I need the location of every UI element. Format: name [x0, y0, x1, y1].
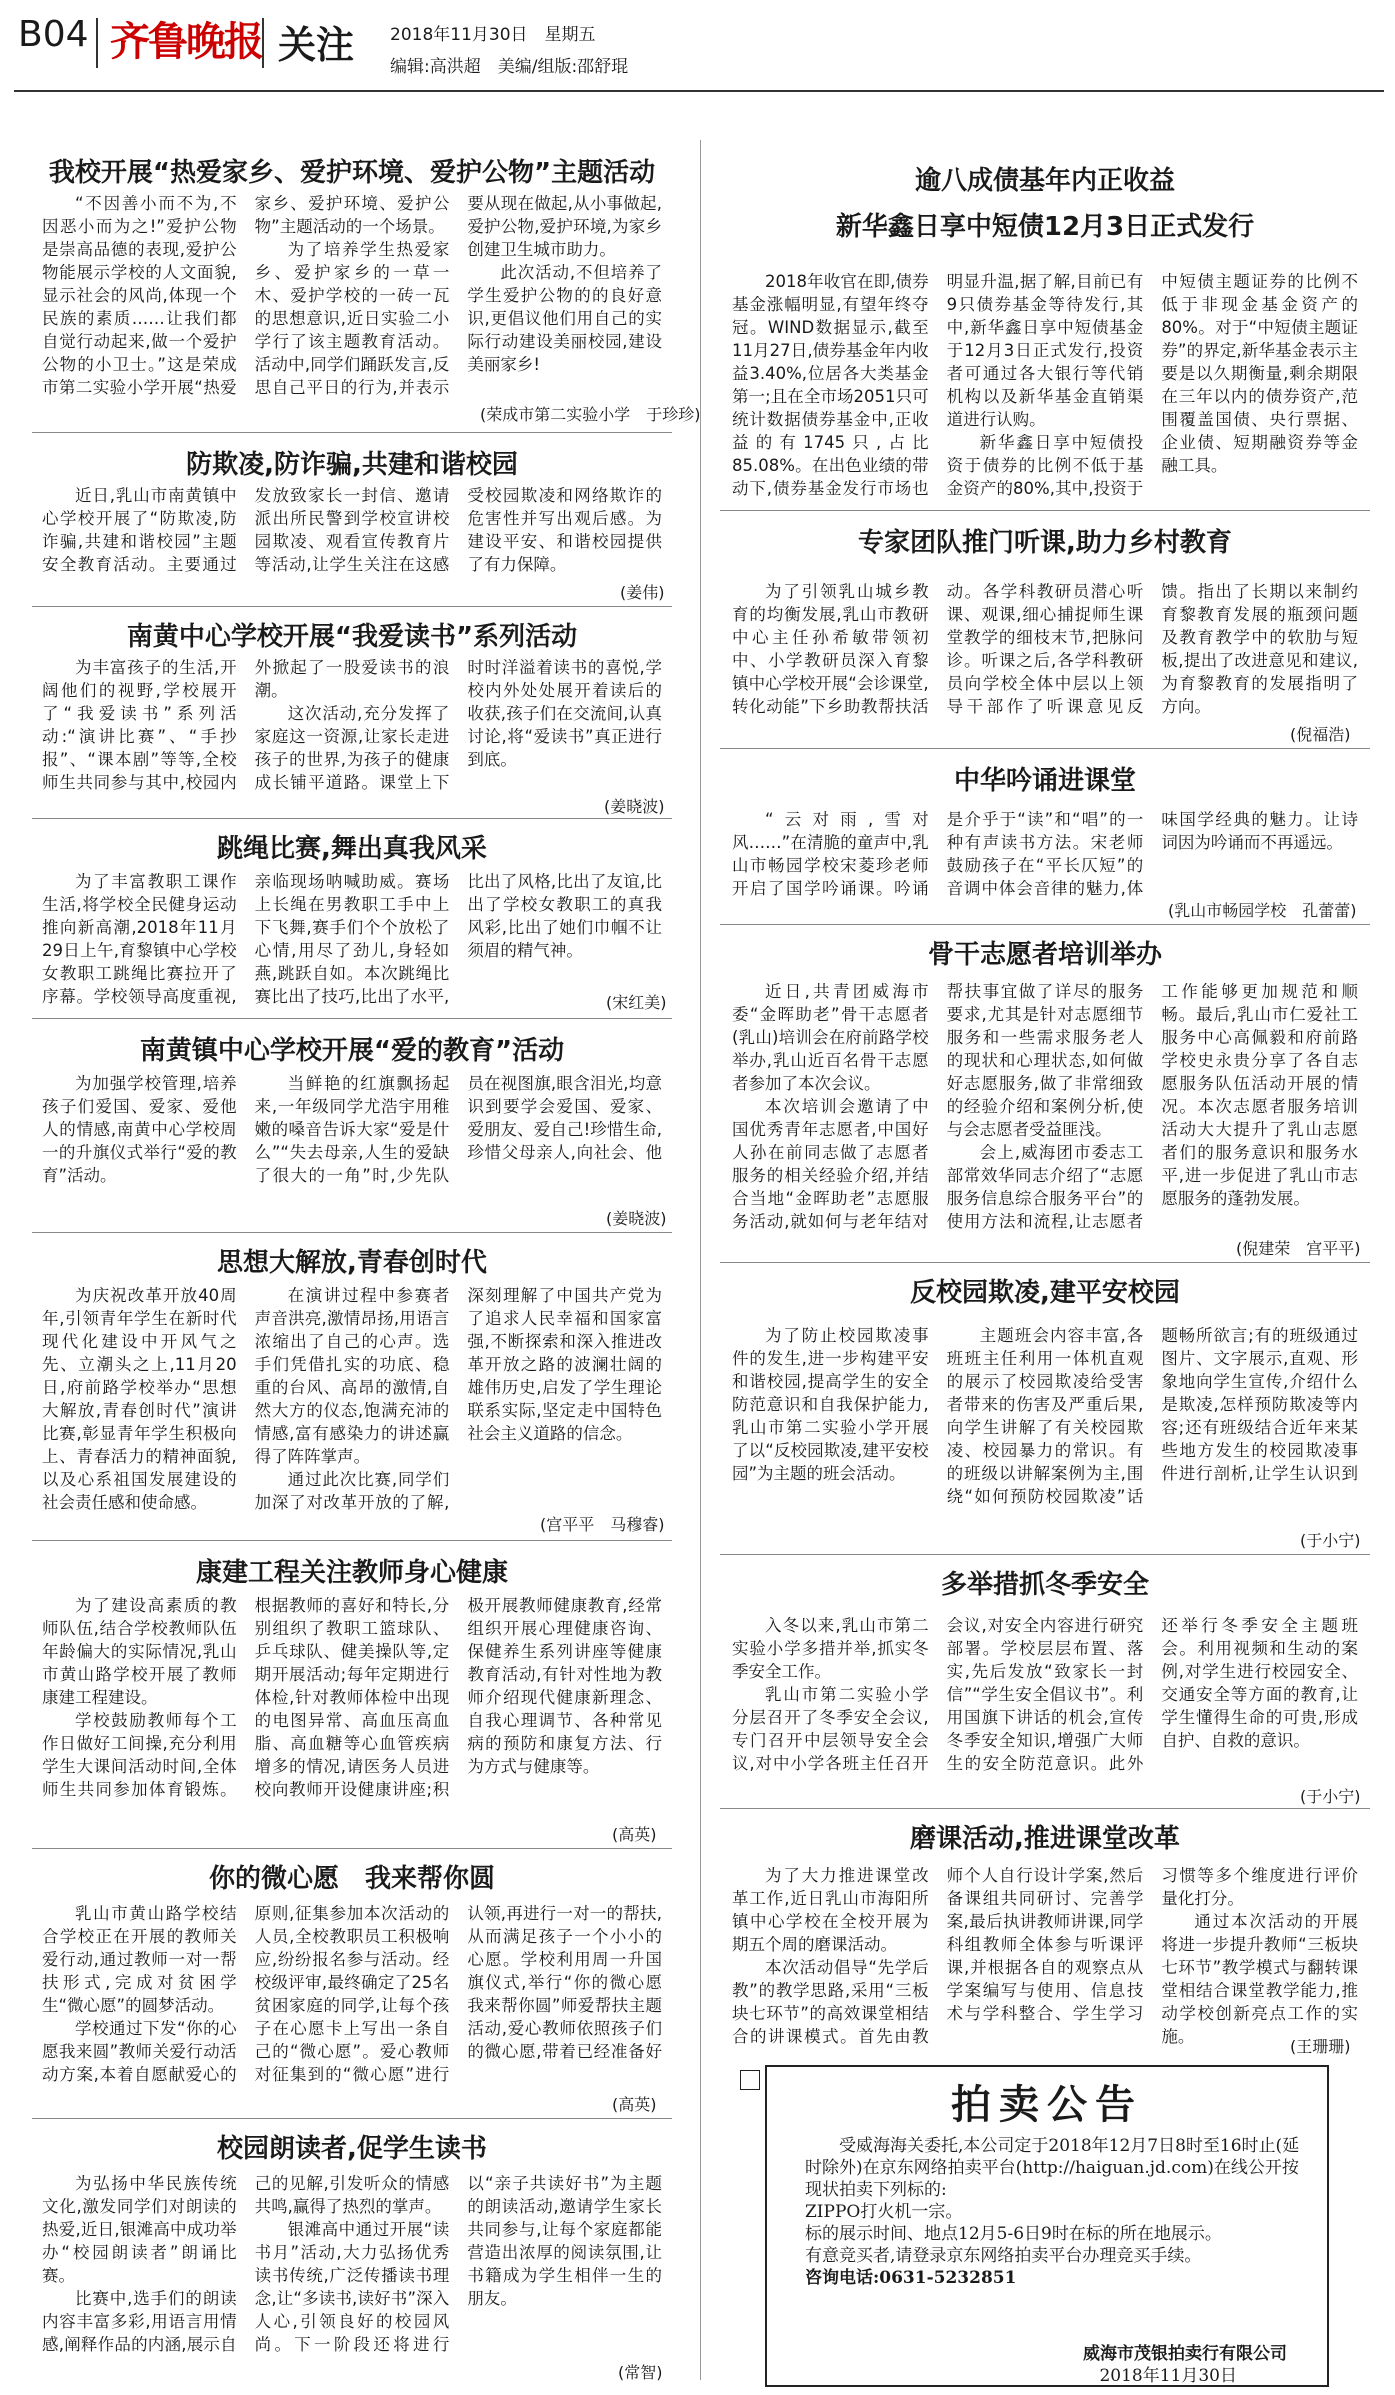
- notice-line: ZIPPO打火机一宗。: [805, 2202, 963, 2222]
- editor-credits: 编辑:高洪超 美编/组版:邵舒琨: [390, 57, 629, 77]
- header-rule: [14, 90, 1384, 92]
- notice-line: 有意竞买者,请登录京东网络拍卖平台办理竞买手续。: [805, 2246, 1202, 2266]
- paragraph: 为了培养学生热爱家乡、爱护家乡的一草一木、爱护学校的一砖一瓦的思想意识,近日实验二小学行了该主题教育活动。活动中,同学们踊跃发言,反思自己平日的行为,并表示要从现在做起,从小事做起,爱护公物,爱护环境,为家乡创建卫生城市助力。: [254, 194, 662, 397]
- paragraph: 2018年收官在即,债券基金涨幅明显,有望年终夺冠。WIND数据显示,截至11月27日,债券基金年内收益3.40%,位居各大类基金第一;且在全市场2051只可统计数据债券基金中,正收益的有1745只,占比85.08%。在出色业绩的带动下,债券基金发行市场也明显升温,据了解,目前已有9只债券基金等待发行,其中,新华鑫日享中短债基金于12月3日正式发行,投资者可通过各大银行等代销机构以及新华基金直销渠道进行认购。: [732, 272, 1144, 498]
- notice-line: 标的展示时间、地点12月5-6日9时在标的所在地展示。: [805, 2224, 1222, 2244]
- article-body: [732, 1614, 1358, 1798]
- article-body: [732, 980, 1358, 1236]
- paragraph: 入冬以来,乳山市第二实验小学多措并举,抓实冬季安全工作。: [732, 1616, 929, 1681]
- article-title: 你的微心愿 我来帮你圆: [208, 1864, 495, 1894]
- paragraph: 通过此次比赛,同学们加深了对改革开放的了解,深刻理解了中国共产党为了追求人民幸福和国家富强,不断探索和深入推进改革开放之路的波澜壮阔的雄伟历史,启发了学生理论联系实际,坚定走中国特色社会主义道路的信念。: [254, 1286, 662, 1512]
- paragraph: 乳山市黄山路学校结合学校正在开展的教师关爱行动,通过教师一对一帮扶形式,完成对贫困学生“微心愿”的圆梦活动。: [42, 1904, 237, 2015]
- article-title: 反校园欺凌,建平安校园: [910, 1278, 1180, 1308]
- article-body: [42, 1902, 662, 2108]
- page-number: B04: [18, 14, 89, 55]
- divider: [32, 1232, 672, 1233]
- divider: [32, 2118, 672, 2119]
- corner-mark: [740, 2070, 760, 2090]
- newspaper-logo: 齐鲁晚报: [110, 18, 262, 65]
- paragraph: 主题班会内容丰富,各班班主任利用一体机直观的展示了校园欺凌给受害者带来的伤害及严重后果,向学生讲解了有关校园欺凌、校园暴力的常识。有的班级以讲解案例为主,围绕“如何预防校园欺凌”话题畅所欲言;有的班级通过图片、文字展示,直观、形象地向学生宣传,介绍什么是欺凌,怎样预防欺凌等内容;还有班级结合近年来某些地方发生的校园欺凌事件进行剖析,让学生认识到: [946, 1326, 1358, 1506]
- byline: (宋红美): [606, 993, 667, 1012]
- article-title: 骨干志愿者培训举办: [927, 940, 1162, 970]
- paragraph: 在演讲过程中参赛者声音洪亮,激情昂扬,用语言浓缩出了自己的心声。选手们凭借扎实的功底、稳重的台风、高昂的激情,自然大方的仪态,饱满充沛的情感,富有感染力的讲述赢得了阵阵掌声。: [254, 1286, 450, 1466]
- article-subtitle: 新华鑫日享中短债12月3日正式发行: [835, 212, 1255, 242]
- notice-body: [805, 2135, 1305, 2289]
- paragraph: 比赛中,选手们的朗读内容丰富多彩,用语言用情感,阐释作品的内涵,展示自己的见解,引发听众的情感共鸣,赢得了热烈的掌声。: [42, 2174, 450, 2354]
- article-body: [42, 1284, 662, 1514]
- notice-line: 受威海海关委托,本公司定于2018年12月7日8时至16时止(延时除外)在京东网络拍卖平台(http://haiguan.jd.com)在线公开按现状拍卖下列标的:: [805, 2136, 1300, 2200]
- byline: (常智): [618, 2363, 663, 2382]
- byline: (姜伟): [620, 583, 665, 602]
- article-title: 我校开展“热爱家乡、爱护环境、爱护公物”主题活动: [48, 158, 656, 188]
- divider: [32, 1018, 672, 1019]
- paragraph: 乳山市第二实验小学分层召开了冬季安全会议,专门召开中层领导安全会议,对中小学各班主任召开会议,对安全内容进行研究部署。学校层层布置、落实,先后发放“致家长一封信”“学生安全倡议书”。利用国旗下讲话的机会,宣传冬季安全知识,增强广大师生的安全防范意识。此外还举行冬季安全主题班会。利用视频和生动的案例,对学生进行校园安全、交通安全等方面的教育,让学生懂得生命的可贵,形成自护、自救的意识。: [732, 1616, 1358, 1773]
- paragraph: 会上,威海团市委志工部常效华同志介绍了“志愿服务信息综合服务平台”的使用方法和流程,让志愿者工作能够更加规范和顺畅。最后,乳山市仁爱社工服务中心高佩毅和府前路学校史永贵分享了各自志愿服务队伍活动开展的情况。本次志愿者服务培训活动大大提升了乳山志愿者们的服务意识和服务水平,进一步促进了乳山市志愿服务的蓬勃发展。: [946, 982, 1358, 1231]
- article-title: 校园朗读者,促学生读书: [217, 2134, 487, 2164]
- paragraph: 为弘扬中华民族传统文化,激发同学们对朗读的热爱,近日,银滩高中成功举办“校园朗读者”朗诵比赛。: [42, 2174, 237, 2285]
- byline: (荣成市第二实验小学 于珍珍): [480, 405, 701, 424]
- article-title: 磨课活动,推进课堂改革: [910, 1824, 1180, 1854]
- page-header: [0, 0, 1395, 92]
- header-divider: [262, 18, 264, 68]
- paragraph: 为了防止校园欺凌事件的发生,进一步构建平安和谐校园,提高学生的安全防范意识和自我保护能力,乳山市第二实验小学开展了以“反校园欺凌,建平安校园”为主题的班会活动。: [732, 1326, 929, 1483]
- byline: (姜晓波): [604, 797, 665, 816]
- article-body: [42, 1594, 662, 1824]
- byline: (姜晓波): [606, 1209, 667, 1228]
- header-divider: [96, 18, 98, 68]
- paragraph: 近日,乳山市南黄镇中心学校开展了“防欺凌,防诈骗,共建和谐校园”主题安全教育活动。主要通过发放致家长一封信、邀请派出所民警到学校宣讲校园欺凌、观看宣传教育片等活动,让学生关注在这感受校园欺凌和网络欺诈的危害性并写出观后感。为建设平安、和谐校园提供了有力保障。: [42, 486, 662, 574]
- divider: [720, 1554, 1370, 1555]
- byline: (乳山市畅园学校 孔蕾蕾): [1168, 901, 1357, 920]
- notice-title: 拍卖公告: [951, 2081, 1143, 2128]
- byline: (于小宁): [1300, 1531, 1361, 1550]
- paragraph: 本次活动倡导“先学后教”的教学思路,采用“三板块七环节”的高效课堂相结合的讲课模式。首先由教师个人自行设计学案,然后备课组共同研讨、完善学案,最后执讲教师讲课,同学科组教师全体参与听课评课,并根据各自的观察点从学案编写与使用、信息技术与学科整合、学生学习习惯等多个维度进行评价量化打分。: [732, 1866, 1358, 2046]
- divider: [720, 510, 1370, 511]
- byline: (倪建荣 宫平平): [1236, 1239, 1361, 1258]
- paragraph: 此次活动,不但培养了学生爱护公物的的良好意识,更倡议他们用自己的实际行动建设美丽校园,建设美丽家乡!: [467, 263, 662, 374]
- divider: [32, 432, 672, 433]
- article-body: [732, 1324, 1358, 1530]
- paragraph: 银滩高中通过开展“读书月”活动,大力弘扬优秀读书传统,广泛传播读书理念,让“多读书,读好书”深入人心,引领良好的校园风尚。下一阶段还将进行以“亲子共读好书”为主题的朗读活动,邀请学生家长共同参与,让每个家庭都能营造出浓厚的阅读氛围,让书籍成为学生相伴一生的朋友。: [254, 2174, 662, 2354]
- article-title: 专家团队推门听课,助力乡村教育: [858, 528, 1232, 558]
- divider: [720, 1808, 1370, 1809]
- article-body: [732, 580, 1358, 740]
- paragraph: 这次活动,充分发挥了家庭这一资源,让家长走进孩子的世界,为孩子的健康成长铺平道路。课堂上下时时洋溢着读书的喜悦,学校内外处处展开着读后的收获,孩子们在交流间,认真讨论,将“爱读书”真正进行到底。: [254, 658, 662, 792]
- paragraph: “云对雨,雪对风……”在清脆的童声中,乳山市畅园学校宋菱珍老师开启了国学吟诵课。吟诵是介乎于“读”和“唱”的一种有声读书方法。宋老师鼓励孩子在“平长仄短”的音调中体会音律的魅力,体味国学经典的魅力。让诗词因为吟诵而不再遥远。: [732, 810, 1358, 898]
- divider: [32, 1540, 672, 1541]
- paragraph: 学校通过下发“你的心愿我来圆”教师关爱行动活动方案,本着自愿献爱心的原则,征集参加本次活动的人员,全校教职员工积极响应,纷纷报名参与活动。经校级评审,最终确定了25名贫困家庭的同学,让每个孩子在心愿卡上写出一条自己的“微心愿”。爱心教师对征集到的“微心愿”进行认领,再进行一对一的帮扶,从而满足孩子一个小小的心愿。学校利用周一升国旗仪式,举行“你的微心愿 我来帮你圆”师爱帮扶主题活动,爱心教师依照孩子们的微心愿,带着已经准备好: [42, 1904, 662, 2084]
- divider: [720, 924, 1370, 925]
- byline: (倪福浩): [1290, 725, 1351, 744]
- paragraph: 为庆祝改革开放40周年,引领青年学生在新时代现代化建设中开风气之先、立潮头之上,11月20日,府前路学校举办“思想大解放,青春创时代”演讲比赛,彰显青年学生积极向上、青春活力的精神面貌,以及心系祖国发展建设的社会责任感和使命感。: [42, 1286, 237, 1512]
- paragraph: 新华鑫日享中短债投资于债券的比例不低于基金资产的80%,其中,投资于中短债主题证券的比例不低于非现金基金资产的80%。对于“中短债主题证券”的界定,新华基金表示主要是以久期衡量,剩余期限在三年以内的债券资产,范围覆盖国债、央行票据、企业债、短期融资券等金融工具。: [946, 272, 1358, 498]
- article-body: [42, 192, 662, 422]
- paragraph: 当鲜艳的红旗飘扬起来,一年级同学尤浩宇用稚嫩的嗓音告诉大家“爱是什么”“失去母亲,人生的爱缺了很大的一角”时,少先队员在视图旗,眼含泪光,均意识到要学会爱国、爱家、爱朋友、爱自己!珍惜生命,珍惜父母亲人,向社会、他: [254, 1074, 662, 1185]
- divider: [32, 606, 672, 607]
- article-title: 逾八成债基年内正收益: [914, 166, 1175, 196]
- byline: (宫平平 马穆睿): [540, 1515, 665, 1534]
- divider: [32, 1848, 672, 1849]
- paragraph: 本次培训会邀请了中国优秀青年志愿者,中国好人孙在前同志做了志愿者服务的相关经验介绍,并结合当地“金晖助老”志愿服务活动,就如何与老年结对帮扶事宜做了详尽的服务要求,尤其是针对志愿细节服务和一些需求服务老人的现状和心理状态,如何做好志愿服务,做了非常细致的经验介绍和案例分析,使与会志愿者受益匪浅。: [732, 982, 1144, 1231]
- article-title: 中华吟诵进课堂: [953, 766, 1136, 796]
- paragraph: 学校鼓励教师每个工作日做好工间操,充分利用学生大课间活动时间,全体师生共同参加体育锻炼。根据教师的喜好和特长,分别组织了教职工篮球队、乒乓球队、健美操队等,定期开展活动;每年定期进行体检,针对教师体检中出现的电图异常、高血压高血脂、高血糖等心血管疾病增多的情况,请医务人员进校向教师开设健康讲座;积极开展教师健康教育,经常组织开展心理健康咨询、保健养生系列讲座等健康教育活动,有针对性地为教师介绍现代健康新理念、自我心理调节、各种常见病的预防和康复方法、行为方式与健康等。: [42, 1596, 662, 1799]
- notice-date: 2018年11月30日: [1099, 2366, 1237, 2386]
- byline: (王珊珊): [1290, 2037, 1351, 2056]
- paragraph: 为加强学校管理,培养孩子们爱国、爱家、爱他人的情感,南黄中心学校周一的升旗仪式举行“爱的教育”活动。: [42, 1074, 237, 1185]
- column-rule: [700, 140, 701, 2380]
- byline: (高英): [612, 1825, 657, 1844]
- paragraph: 为了丰富教职工课作生活,将学校全民健身运动推向新高潮,2018年11月29日上午,育黎镇中心学校女教职工跳绳比赛拉开了序幕。学校领导高度重视,亲临现场呐喊助威。赛场上长绳在男教职工手中上下飞舞,赛手们个个放松了心情,用尽了劲儿,身轻如燕,跳跃自如。本次跳绳比赛比出了技巧,比出了水平,比出了风格,比出了友谊,比出了学校女教职工的真我风彩,比出了她们巾帼不让须眉的精气神。: [42, 872, 662, 1006]
- article-title: 多举措抓冬季安全: [940, 1570, 1149, 1600]
- article-body: [42, 2172, 662, 2356]
- divider: [720, 1262, 1370, 1263]
- byline: (高英): [612, 2095, 657, 2114]
- article-body: [42, 870, 662, 1008]
- article-title: 南黄中心学校开展“我爱读书”系列活动: [126, 622, 578, 652]
- article-title: 思想大解放,青春创时代: [217, 1248, 487, 1278]
- byline: (于小宁): [1300, 1787, 1361, 1806]
- article-body: [42, 656, 662, 794]
- paragraph: 为了大力推进课堂改革工作,近日乳山市海阳所镇中心学校在全校开展为期五个周的磨课活动。: [732, 1866, 929, 1954]
- article-title: 跳绳比赛,舞出真我风采: [217, 834, 487, 864]
- paragraph: 为丰富孩子的生活,开阔他们的视野,学校展开了“我爱读书”系列活动:“演讲比赛”、“手抄报”、“课本剧”等等,全校师生共同参与其中,校园内外掀起了一股爱读书的浪潮。: [42, 658, 450, 792]
- notice-organization: 威海市茂银拍卖行有限公司: [1083, 2344, 1287, 2364]
- notice-phone: 咨询电话:0631-5232851: [805, 2268, 1017, 2288]
- paragraph: 为了引领乳山城乡教育的均衡发展,乳山市教研中心主任孙希敏带领初中、小学教研员深入育黎镇中心学校开展“会诊课堂,转化动能”下乡助教帮扶活动。各学科教研员潜心听课、观课,细心捕捉师生课堂教学的细枝末节,把脉问诊。听课之后,各学科教研员向学校全体中层以上领导干部作了听课意见反馈。指出了长期以来制约育黎教育发展的瓶颈问题及教育教学中的软肋与短板,提出了改进意见和建议,为育黎教育的发展指明了方向。: [732, 582, 1358, 716]
- section-title: 关注: [278, 23, 355, 67]
- auction-notice: [765, 2065, 1329, 2387]
- article-title: 防欺凌,防诈骗,共建和谐校园: [186, 450, 518, 480]
- paragraph: 通过本次活动的开展将进一步提升教师“三板块七环节”教学模式与翻转课堂相结合课堂教学能力,推动学校创新亮点工作的实施。: [1161, 1912, 1358, 2046]
- paragraph: 为了建设高素质的教师队伍,结合学校教师队伍年龄偏大的实际情况,乳山市黄山路学校开展了教师康建工程建设。: [42, 1596, 237, 1707]
- divider: [32, 818, 672, 819]
- article-title: 康建工程关注教师身心健康: [195, 1558, 508, 1588]
- article-body: [732, 270, 1358, 500]
- paragraph: 近日,共青团威海市委“金晖助老”骨干志愿者(乳山)培训会在府前路学校举办,乳山近百名骨干志愿者参加了本次会议。: [732, 982, 929, 1093]
- article-title: 南黄镇中心学校开展“爱的教育”活动: [139, 1036, 565, 1066]
- paragraph: “不因善小而不为,不因恶小而为之!”爱护公物是崇高品德的表现,爱护公物能展示学校的人文面貌,显示社会的风尚,体现一个民族的素质……让我们都自觉行动起来,做一个爱护公物的小卫士。”这是荣成市第二实验小学开展“热爱家乡、爱护环境、爱护公物”主题活动的一个场景。: [42, 194, 450, 397]
- article-body: [42, 1072, 662, 1208]
- article-body: [732, 1864, 1358, 2048]
- issue-date: 2018年11月30日 星期五: [390, 25, 596, 45]
- article-body: [42, 484, 662, 576]
- divider: [720, 748, 1370, 749]
